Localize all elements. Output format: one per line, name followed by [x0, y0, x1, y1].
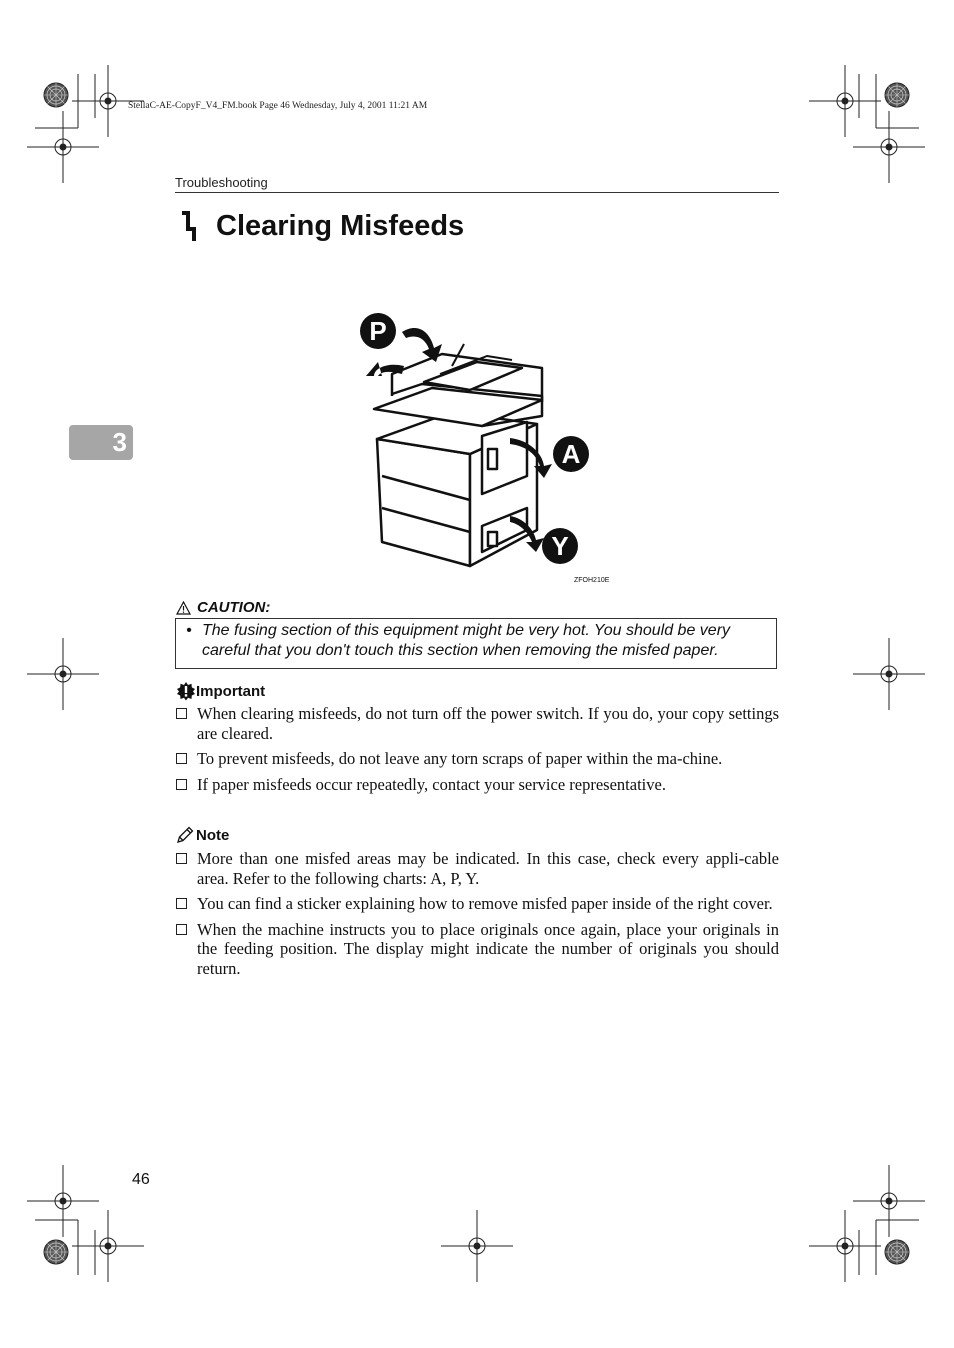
- checkbox-bullet: [176, 924, 187, 935]
- callout-p-label: P: [369, 316, 387, 346]
- caution-text: The fusing section of this equipment might be very hot. You should be very careful that you don't touch this section when removing the misfed paper.: [202, 622, 731, 659]
- registration-mark-icon: [27, 65, 144, 183]
- copier-illustration: [352, 304, 622, 590]
- section-mark-icon: [180, 209, 202, 243]
- header-rule: [175, 192, 779, 193]
- callout-y: [542, 528, 578, 564]
- caution-label: CAUTION:: [197, 599, 271, 616]
- registration-mark-icon: [809, 65, 925, 183]
- page-title: Clearing Misfeeds: [216, 209, 465, 242]
- note-label: Note: [196, 826, 230, 844]
- illustration-code: ZFOH210E: [574, 577, 610, 584]
- note-pencil-icon: [176, 826, 194, 844]
- callout-y-label: Y: [551, 531, 569, 561]
- list-item: More than one misfed areas may be indicated. In this case, check every appli-cable area. Refer to the following charts: A, P, Y.: [175, 849, 779, 888]
- section-label: Troubleshooting: [175, 175, 268, 190]
- registration-mark-icon: [441, 1210, 513, 1282]
- list-item: You can find a sticker explaining how to remove misfed paper inside of the right cover.: [175, 894, 779, 914]
- callout-p: [360, 313, 396, 349]
- important-label: Important: [196, 682, 266, 700]
- registration-mark-icon: [27, 1165, 144, 1282]
- caution-heading: [176, 599, 270, 616]
- important-icon: [176, 681, 196, 701]
- checkbox-bullet: [176, 898, 187, 909]
- note-list: [175, 849, 779, 984]
- chapter-tab: [69, 425, 133, 460]
- important-list: [175, 704, 779, 800]
- registration-mark-icon: [809, 1165, 925, 1282]
- file-header: StellaC-AE-CopyF_V4_FM.book Page 46 Wednesday, July 4, 2001 11:21 AM: [128, 101, 428, 111]
- page-number: 46: [132, 1171, 150, 1188]
- warning-triangle-icon: [176, 601, 191, 615]
- chapter-number: 3: [112, 427, 127, 457]
- checkbox-bullet: [176, 853, 187, 864]
- checkbox-bullet: [176, 708, 187, 719]
- list-item: If paper misfeeds occur repeatedly, contact your service representative.: [175, 775, 779, 795]
- bullet: •: [186, 622, 192, 639]
- list-item: To prevent misfeeds, do not leave any torn scraps of paper within the ma-chine.: [175, 749, 779, 769]
- important-heading: [176, 681, 265, 701]
- callout-a: [553, 436, 589, 472]
- title-row: [180, 209, 464, 243]
- note-heading: [176, 826, 229, 844]
- list-item: When the machine instructs you to place originals once again, place your originals in the feeding position. The display might indicate the number of originals you should return.: [175, 920, 779, 979]
- caution-item: [176, 621, 776, 661]
- checkbox-bullet: [176, 779, 187, 790]
- callout-a-label: A: [561, 439, 581, 469]
- list-item: When clearing misfeeds, do not turn off the power switch. If you do, your copy settings are cleared.: [175, 704, 779, 743]
- caution-box: [175, 618, 777, 669]
- checkbox-bullet: [176, 753, 187, 764]
